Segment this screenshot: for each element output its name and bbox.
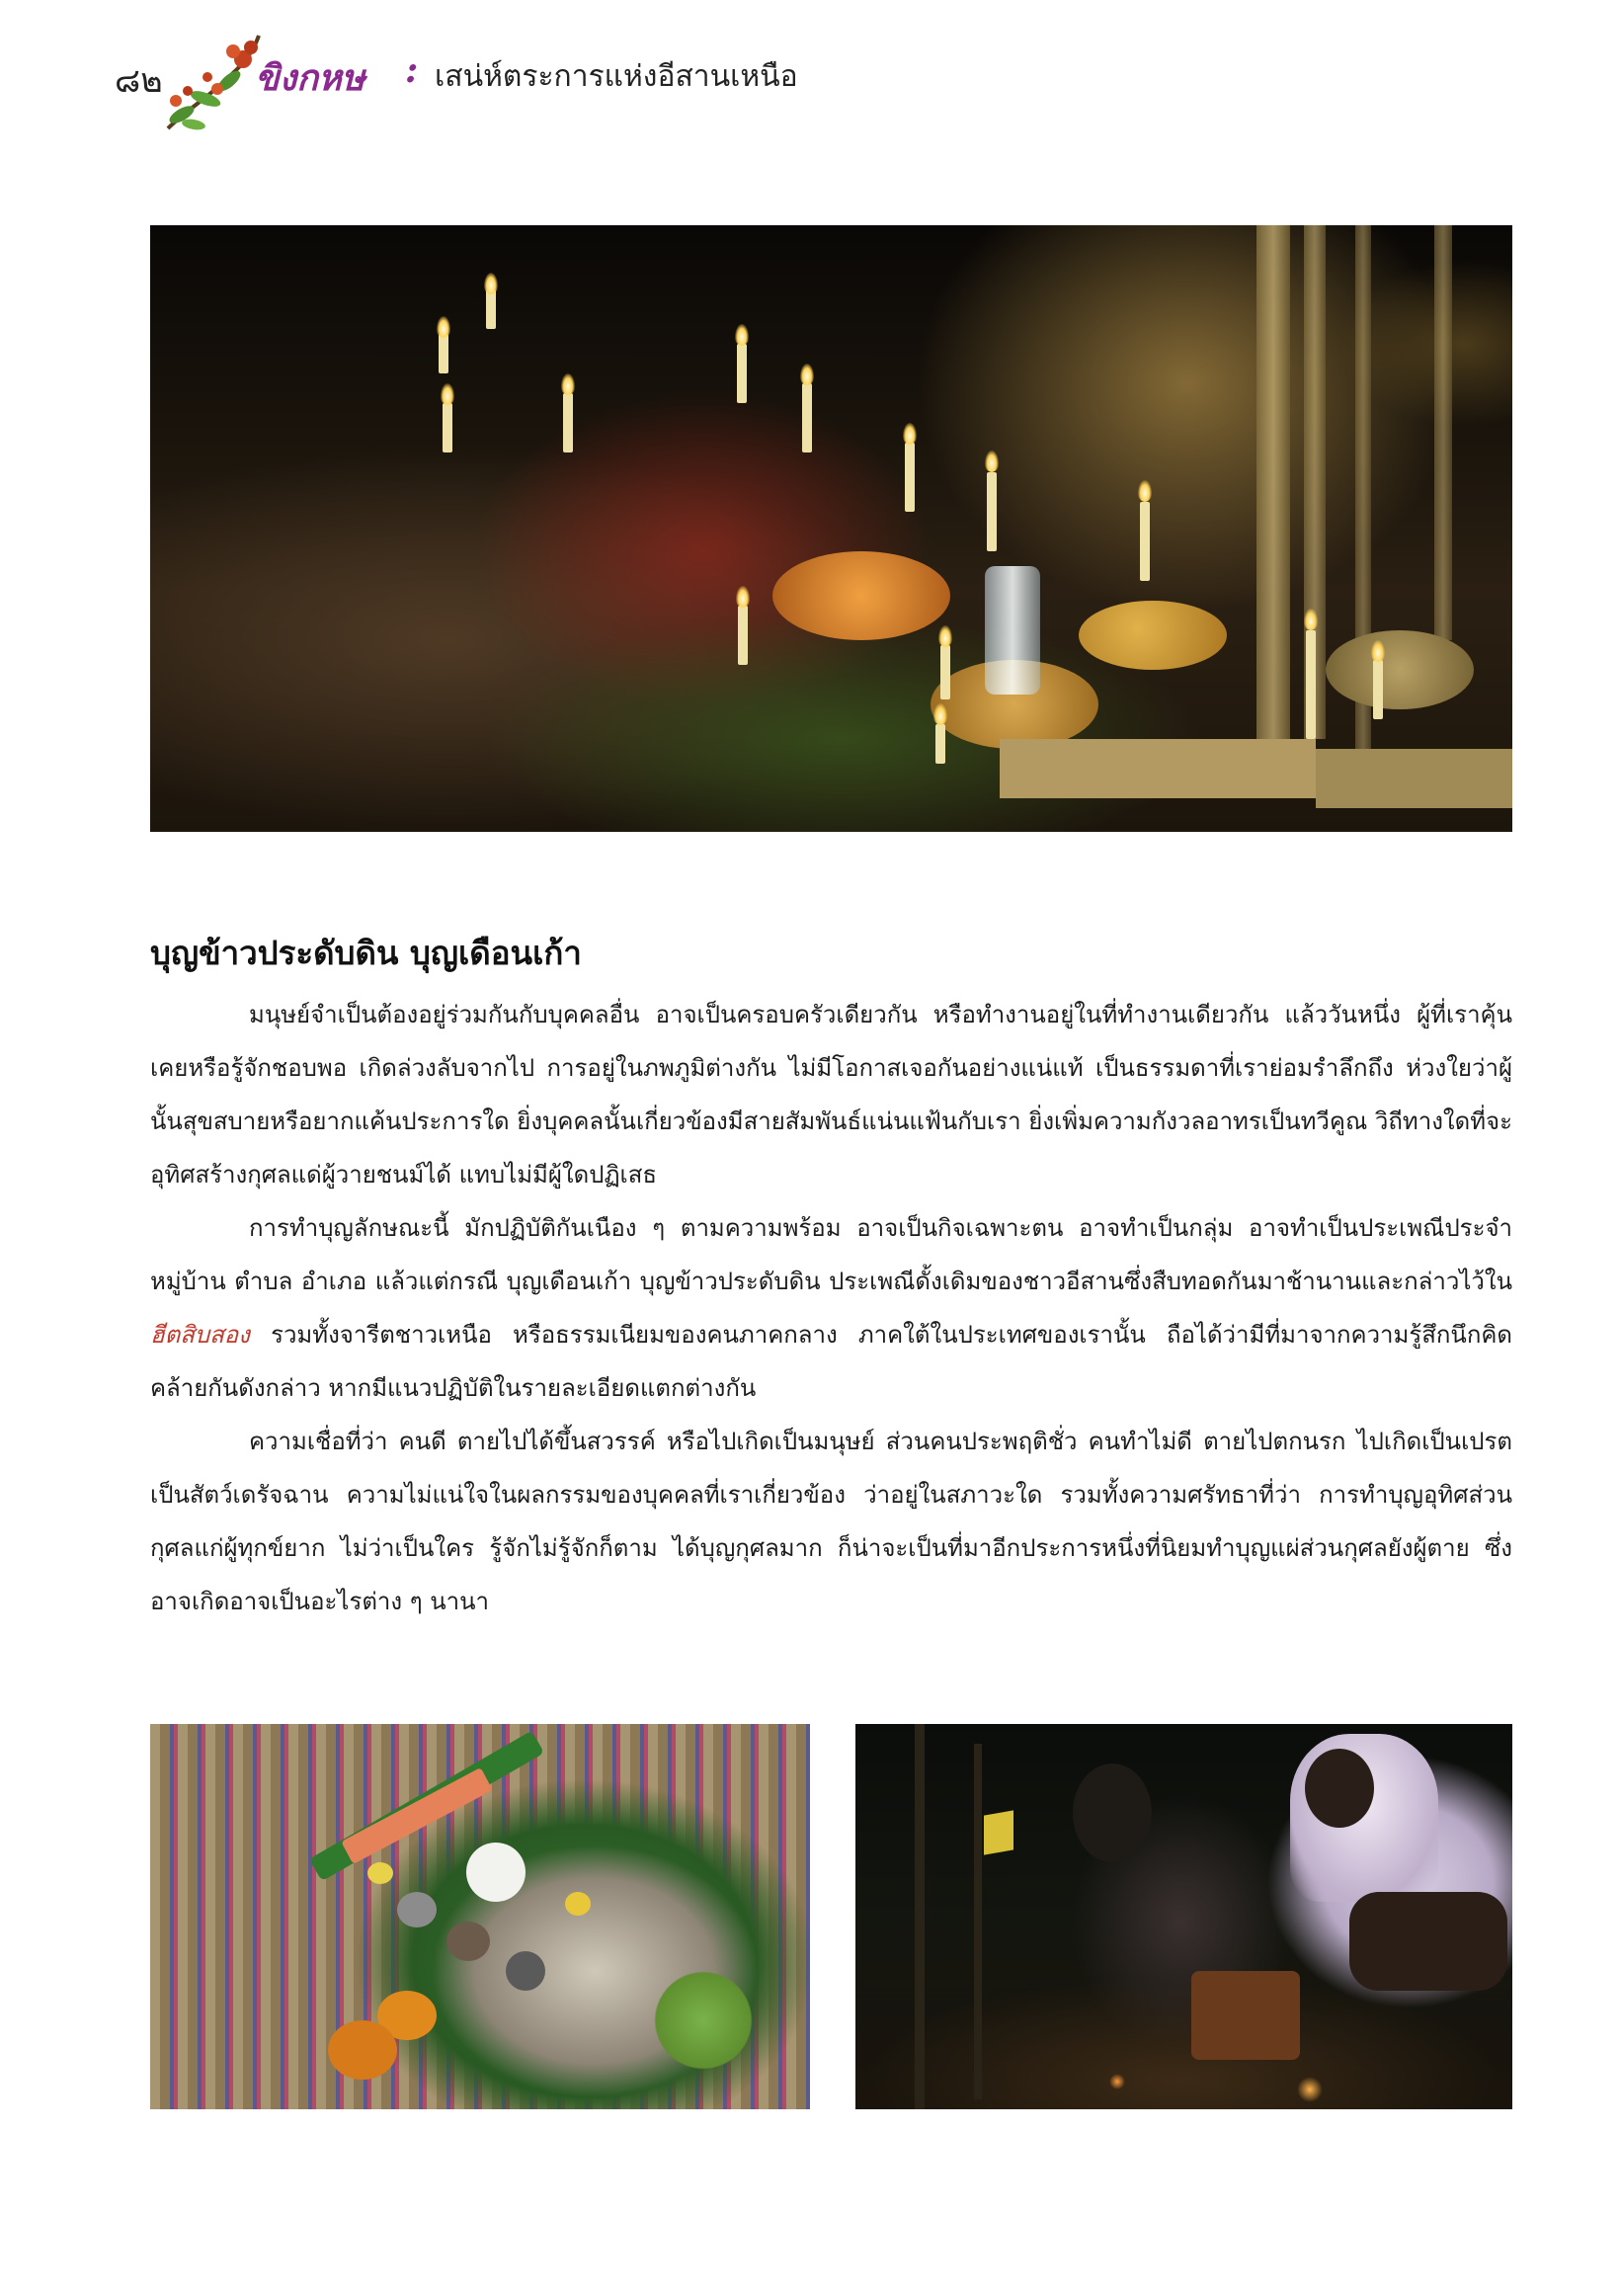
paragraph-2 (150, 1201, 1512, 1415)
article-body (150, 988, 1512, 1628)
paragraph-2-text-before: การทำบุญลักษณะนี้ มักปฏิบัติกันเนือง ๆ ตามความพร้อม อาจเป็นกิจเฉพาะตน อาจทำเป็นกลุ่ม อาจทำเป็นประเพณีประจำหมู่บ้าน ตำบล อำเภอ แล้วแต่กรณี บุญเดือนเก้า บุญข้าวประดับดิน ประเพณีดั้งเดิมของชาวอีสานซึ่งสืบทอดกันมาช้านานและกล่าวไว้ใน (150, 1214, 1512, 1295)
paragraph-3: ความเชื่อที่ว่า คนดี ตายไปได้ขึ้นสวรรค์ หรือไปเกิดเป็นมนุษย์ ส่วนคนประพฤติชั่ว คนทำไม่ดี ตายไปตกนรก ไปเกิดเป็นเปรต เป็นสัตว์เดรัจฉาน ความไม่แน่ใจในผลกรรมของบุคคลที่เราเกี่ยวข้อง ว่าอยู่ในสภาวะใด รวมทั้งความศรัทธาที่ว่า การทำบุญอุทิศส่วนกุศลแก่ผู้ทุกข์ยาก ไม่ว่าเป็นใคร รู้จักไม่รู้จักก็ตาม ได้บุญกุศลมาก ก็น่าจะเป็นที่มาอีกประการหนึ่งที่นิยมทำบุญแผ่ส่วนกุศลยังผู้ตาย ซึ่งอาจเกิดอาจเป็นอะไรต่าง ๆ นานา (150, 1428, 1512, 1615)
header-title: เสน่ห์ตระการแห่งอีสานเหนือ (435, 59, 798, 94)
page-number: ๘๒ (115, 61, 163, 101)
night-offering-ceremony-photo (855, 1724, 1512, 2109)
candle-offering-photo (150, 225, 1512, 832)
reference-title: ฮีตสิบสอง (150, 1321, 250, 1349)
header-title-separator: : (405, 49, 419, 91)
banana-leaf-food-basket-photo (150, 1724, 810, 2109)
flower-branch-icon (148, 30, 267, 138)
paragraph-2-text-after: รวมทั้งจารีตชาวเหนือ หรือธรรมเนียมของคนภาคกลาง ภาคใต้ในประเทศของเรานั้น ถือได้ว่ามีที่มาจากความรู้สึกนึกคิดคล้ายกันดังกล่าว หากมีแนวปฏิบัติในรายละเอียดแตกต่างกัน (150, 1321, 1512, 1402)
section-heading: บุญข้าวประดับดิน บุญเดือนเก้า (150, 934, 582, 972)
paragraph-1: มนุษย์จำเป็นต้องอยู่ร่วมกันกับบุคคลอื่น อาจเป็นครอบครัวเดียวกัน หรือทำงานอยู่ในที่ทำงานเดียวกัน แล้ววันหนึ่ง ผู้ที่เราคุ้นเคยหรือรู้จักชอบพอ เกิดล่วงลับจากไป การอยู่ในภพภูมิต่างกัน ไม่มีโอกาสเจอกันอย่างแน่แท้ เป็นธรรมดาที่เราย่อมรำลึกถึง ห่วงใยว่าผู้นั้นสุขสบายหรือยากแค้นประการใด ยิ่งบุคคลนั้นเกี่ยวข้องมีสายสัมพันธ์แน่นแฟ้นกับเรา ยิ่งเพิ่มความกังวลอาทรเป็นทวีคูณ วิถีทางใดที่จะอุทิศสร้างกุศลแด่ผู้วายชนม์ได้ แทบไม่มีผู้ใดปฏิเสธ (150, 1001, 1512, 1189)
page-header (109, 30, 998, 138)
header-title-brand: ขิงกหษ (255, 57, 365, 99)
